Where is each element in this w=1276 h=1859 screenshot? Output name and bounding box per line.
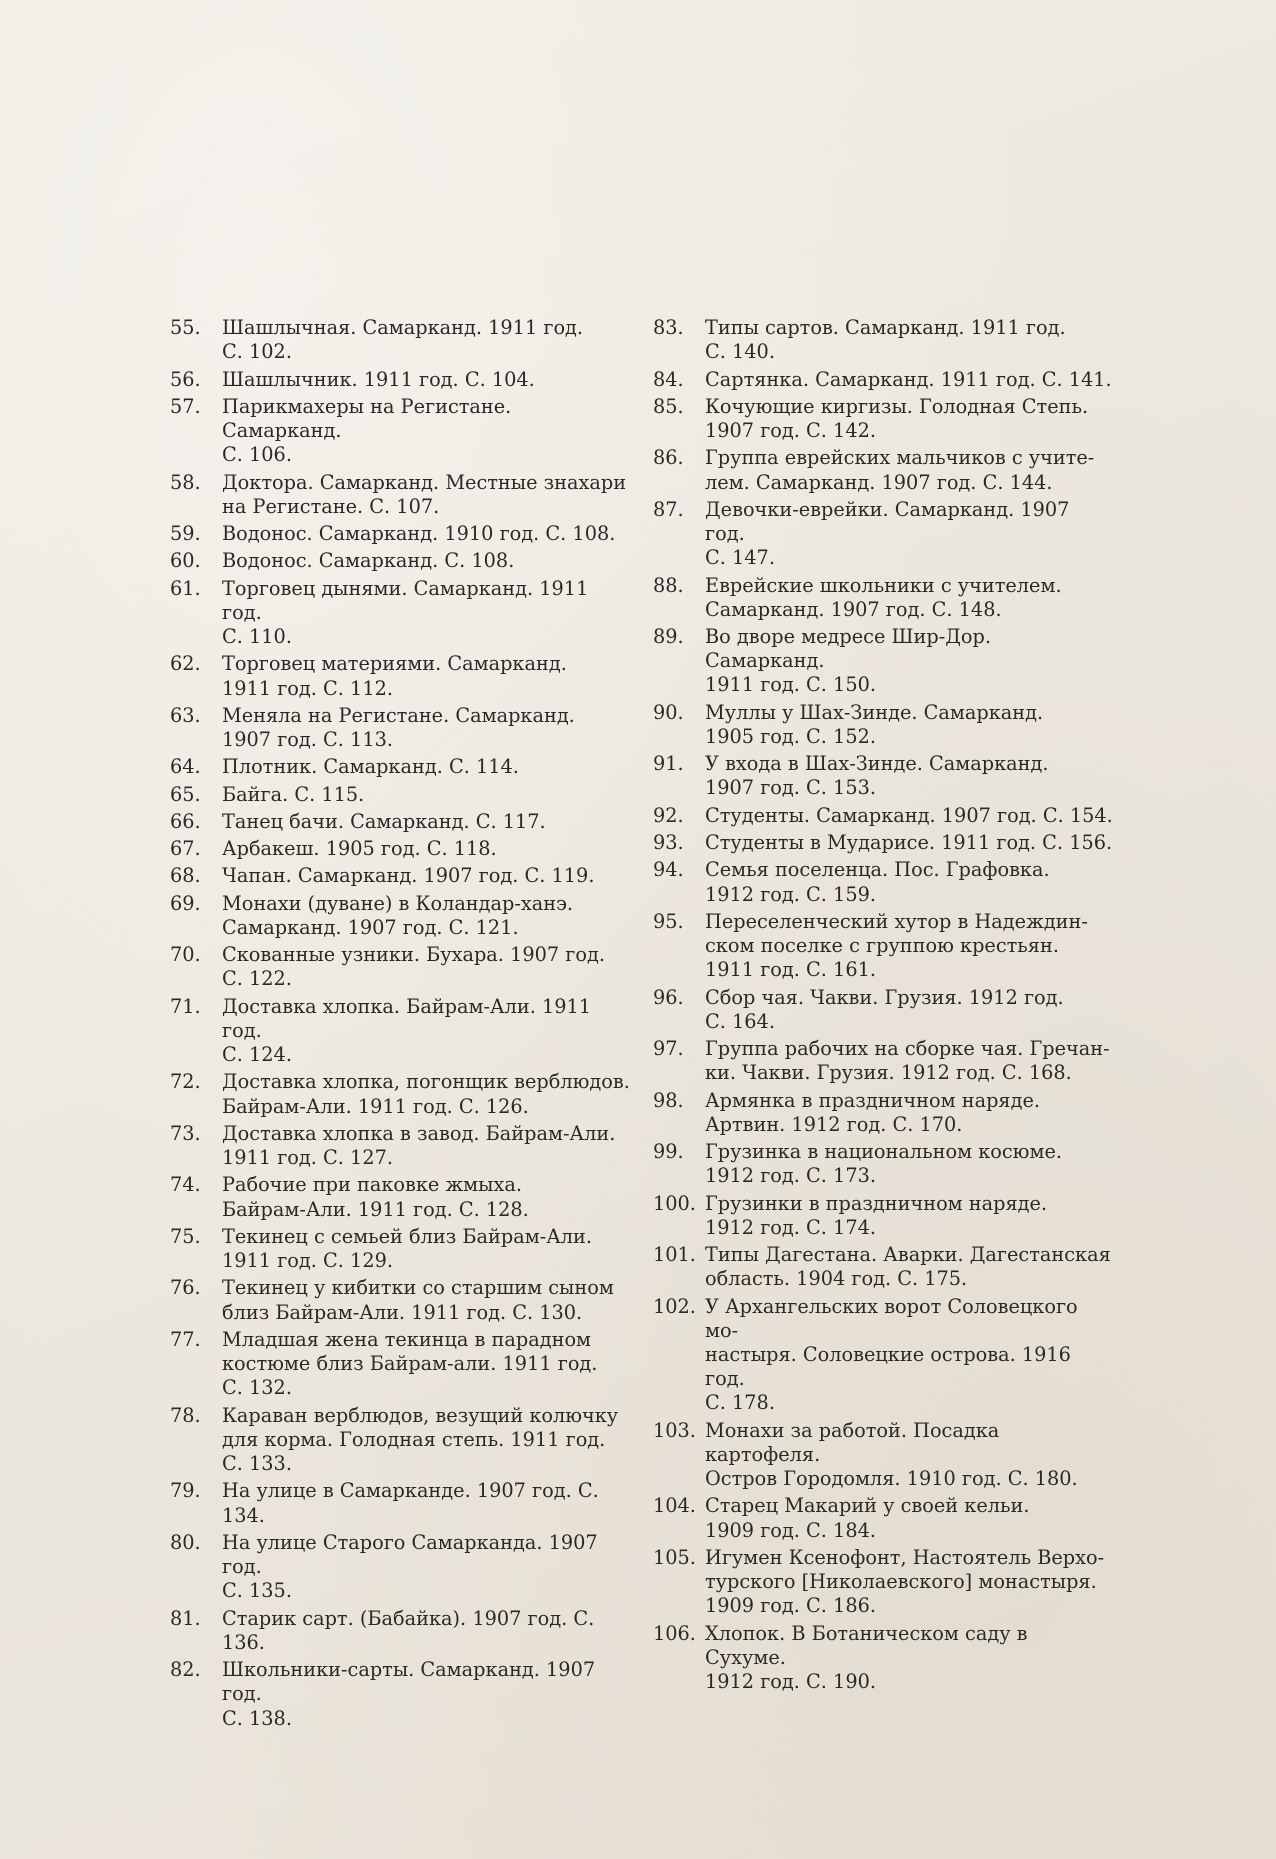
entry-number: 98. (653, 1088, 684, 1112)
entry-number: 74. (170, 1173, 201, 1197)
caption-line: Остров Городомля. 1910 год. С. 180. (705, 1467, 1078, 1491)
caption-line: Старик сарт. (Бабайка). 1907 год. С. 136. (222, 1606, 595, 1654)
entry-caption (222, 1658, 630, 1731)
entry-number: 68. (170, 864, 201, 888)
entry-caption (705, 1089, 1113, 1137)
entry-caption (222, 1328, 630, 1401)
entry-number: 78. (170, 1403, 201, 1427)
caption-line: Танец бачи. Самарканд. С. 117. (222, 809, 546, 833)
caption-line: 1907 год. С. 113. (222, 728, 393, 751)
caption-line: Рабочие при паковке жмыха. (222, 1173, 523, 1197)
list-item (170, 1404, 630, 1477)
entry-caption (705, 986, 1113, 1034)
list-item (653, 858, 1113, 906)
entry-caption (222, 892, 630, 940)
entry-number: 102. (653, 1294, 696, 1318)
caption-line: Артвин. 1912 год. С. 170. (705, 1112, 963, 1136)
caption-line: 1909 год. С. 184. (705, 1518, 876, 1542)
entry-number: 103. (653, 1418, 696, 1442)
caption-line: Переселенческий хутор в Надеждин- (705, 909, 1088, 933)
caption-line: Байрам-Али. 1911 год. С. 128. (222, 1197, 529, 1221)
list-item (170, 1479, 630, 1527)
list-item (653, 910, 1113, 983)
entry-caption (705, 1037, 1113, 1085)
entry-number: 94. (653, 858, 684, 882)
entry-caption (222, 1607, 630, 1655)
entry-caption (705, 1419, 1113, 1492)
caption-line: Школьники-сарты. Самарканд. 1907 год. (222, 1658, 596, 1706)
caption-line: Парикмахеры на Регистане. Самарканд. (222, 394, 512, 442)
entry-caption (705, 804, 1113, 828)
list-item (653, 1192, 1113, 1240)
caption-line: Грузинки в праздничном наряде. (705, 1191, 1048, 1215)
caption-line: турского [Николаевского] монастыря. (705, 1570, 1097, 1594)
caption-line: С. 135. (222, 1579, 292, 1603)
list-item (653, 1243, 1113, 1291)
caption-line: Текинец с семьей близ Байрам-Али. (222, 1224, 593, 1248)
caption-line: Меняла на Регистане. Самарканд. (222, 703, 575, 727)
list-item (170, 1276, 630, 1324)
caption-line: С. 102. (222, 340, 292, 364)
caption-line: Еврейские школьники с учителем. (705, 573, 1062, 597)
caption-line: На улице Старого Самарканда. 1907 год. (222, 1530, 598, 1579)
list-item (170, 316, 630, 364)
entry-number: 61. (170, 576, 201, 600)
caption-line: 1907 год. С. 142. (705, 419, 876, 442)
entry-caption (222, 316, 630, 364)
caption-line: 1911 год. С. 161. (705, 958, 876, 982)
list-item (653, 395, 1113, 443)
entry-number: 80. (170, 1530, 201, 1554)
caption-line: Доставка хлопка, погонщик верблюдов. (222, 1070, 630, 1094)
caption-line: Группа еврейских мальчиков с учите- (705, 446, 1095, 470)
list-item (170, 652, 630, 700)
list-item (653, 574, 1113, 622)
entry-caption (705, 1494, 1113, 1542)
list-item (653, 1089, 1113, 1137)
caption-line: 1912 год. С. 173. (705, 1164, 876, 1188)
caption-line: Доставка хлопка. Байрам-Али. 1911 год. (222, 994, 592, 1042)
caption-line: настыря. Соловецкие острова. 1916 год. (705, 1342, 1071, 1391)
entry-caption (222, 1479, 630, 1527)
caption-line: Студенты в Мударисе. 1911 год. С. 156. (705, 831, 1113, 854)
entry-number: 73. (170, 1121, 201, 1145)
caption-line: Плотник. Самарканд. С. 114. (222, 755, 519, 779)
caption-line: ки. Чакви. Грузия. 1912 год. С. 168. (705, 1061, 1072, 1085)
caption-line: С. 147. (705, 546, 775, 570)
entry-number: 69. (170, 891, 201, 915)
list-item (170, 577, 630, 650)
caption-line: Младшая жена текинца в парадном (222, 1327, 592, 1351)
entry-number: 79. (170, 1479, 201, 1503)
entry-number: 72. (170, 1070, 201, 1094)
entry-number: 87. (653, 497, 684, 521)
list-item (653, 1295, 1113, 1416)
list-item (170, 892, 630, 940)
caption-line: 1911 год. С. 129. (222, 1249, 393, 1273)
caption-line: На улице в Самарканде. 1907 год. С. 134. (222, 1479, 599, 1527)
entry-number: 65. (170, 782, 201, 806)
caption-line: Доктора. Самарканд. Местные знахари (222, 470, 627, 494)
entry-caption (705, 701, 1113, 749)
entry-number: 59. (170, 522, 201, 545)
caption-line: С. 178. (705, 1391, 775, 1415)
list-item (170, 995, 630, 1068)
caption-line: лем. Самарканд. 1907 год. С. 144. (705, 470, 1053, 494)
list-item (653, 446, 1113, 494)
caption-line: Кочующие киргизы. Голодная Степь. (705, 394, 1089, 418)
caption-line: Торговец материями. Самарканд. (222, 652, 567, 676)
caption-line: Игумен Ксенофонт, Настоятель Верхо- (705, 1545, 1105, 1569)
caption-line: область. 1904 год. С. 175. (705, 1267, 968, 1291)
entry-number: 95. (653, 909, 684, 933)
entry-number: 90. (653, 700, 684, 724)
list-item (653, 804, 1113, 828)
entry-caption (222, 395, 630, 468)
entry-caption (222, 549, 630, 573)
list-item (170, 1173, 630, 1221)
caption-line: С. 122. (222, 967, 292, 991)
caption-line: 1912 год. С. 159. (705, 882, 876, 906)
list-item (653, 752, 1113, 800)
caption-line: Самарканд. 1907 год. С. 148. (705, 597, 1002, 621)
caption-line: близ Байрам-Али. 1911 год. С. 130. (222, 1300, 583, 1324)
caption-line: Доставка хлопка в завод. Байрам-Али. (222, 1121, 616, 1145)
entry-caption (222, 1225, 630, 1273)
caption-line: костюме близ Байрам-али. 1911 год. (222, 1352, 598, 1376)
entry-number: 70. (170, 943, 201, 967)
entry-number: 91. (653, 752, 684, 776)
caption-line: Торговец дынями. Самарканд. 1911 год. (222, 576, 589, 624)
entry-number: 71. (170, 994, 201, 1018)
list-item (170, 837, 630, 861)
caption-line: Типы сартов. Самарканд. 1911 год. (705, 316, 1066, 339)
entry-number: 67. (170, 837, 201, 861)
list-item (170, 1658, 630, 1731)
entry-number: 66. (170, 809, 201, 833)
caption-line: Семья поселенца. Пос. Графовка. (705, 858, 1050, 882)
caption-line: Типы Дагестана. Аварки. Дагестанская (705, 1243, 1111, 1266)
right-column (653, 316, 1113, 1697)
entry-number: 89. (653, 625, 684, 648)
entry-caption (705, 1243, 1113, 1291)
caption-line: Водонос. Самарканд. 1910 год. С. 108. (222, 522, 616, 545)
list-item (170, 943, 630, 991)
list-item (170, 395, 630, 468)
caption-line: Текинец у кибитки со старшим сыном (222, 1276, 614, 1300)
caption-line: Шашлычник. 1911 год. С. 104. (222, 367, 535, 391)
caption-line: Студенты. Самарканд. 1907 год. С. 154. (705, 803, 1113, 827)
entry-number: 83. (653, 316, 684, 339)
caption-line: Армянка в праздничном наряде. (705, 1088, 1040, 1112)
entry-number: 57. (170, 394, 201, 418)
entry-number: 100. (653, 1191, 696, 1215)
entry-number: 75. (170, 1224, 201, 1248)
caption-line: Скованные узники. Бухара. 1907 год. (222, 943, 605, 967)
list-item (170, 1328, 630, 1401)
entry-caption (222, 755, 630, 779)
caption-line: Грузинка в национальном косюме. (705, 1140, 1062, 1163)
entry-caption (705, 858, 1113, 906)
entry-number: 86. (653, 446, 684, 470)
caption-line: Чапан. Самарканд. 1907 год. С. 119. (222, 864, 595, 888)
entry-number: 105. (653, 1545, 696, 1569)
entry-caption (222, 837, 630, 861)
list-item (170, 549, 630, 573)
caption-line: для корма. Голодная степь. 1911 год. (222, 1427, 606, 1451)
caption-line: Водонос. Самарканд. С. 108. (222, 549, 515, 573)
caption-line: 1911 год. С. 150. (705, 673, 876, 697)
entry-caption (705, 1192, 1113, 1240)
entry-caption (705, 368, 1113, 392)
entry-number: 60. (170, 549, 201, 573)
list-item (653, 1622, 1113, 1695)
entry-number: 76. (170, 1276, 201, 1300)
entry-number: 85. (653, 394, 684, 418)
entry-number: 93. (653, 831, 684, 854)
list-item (653, 701, 1113, 749)
entry-caption (705, 831, 1113, 855)
list-item (653, 1546, 1113, 1619)
list-item (653, 831, 1113, 855)
caption-line: 1911 год. С. 127. (222, 1146, 393, 1170)
entry-caption (222, 1404, 630, 1477)
entry-caption (222, 368, 630, 392)
entry-number: 99. (653, 1140, 684, 1163)
entry-number: 63. (170, 703, 201, 727)
entry-caption (222, 1122, 630, 1170)
entry-caption (222, 704, 630, 752)
caption-line: 1911 год. С. 112. (222, 676, 393, 700)
entry-caption (222, 1276, 630, 1324)
list-item (170, 783, 630, 807)
list-item (170, 368, 630, 392)
list-item (170, 1225, 630, 1273)
entry-caption (222, 522, 630, 546)
caption-line: на Регистане. С. 107. (222, 494, 440, 518)
caption-line: Самарканд. 1907 год. С. 121. (222, 915, 519, 939)
caption-line: С. 140. (705, 340, 775, 364)
entry-caption (705, 574, 1113, 622)
caption-line: 1912 год. С. 174. (705, 1215, 876, 1239)
list-item (170, 810, 630, 834)
caption-line: У входа в Шах-Зинде. Самарканд. (705, 752, 1049, 776)
entry-caption (222, 577, 630, 650)
left-column (170, 316, 630, 1734)
entry-number: 97. (653, 1037, 684, 1060)
list-item (170, 755, 630, 779)
entry-number: 101. (653, 1243, 696, 1266)
entry-number: 104. (653, 1494, 696, 1518)
entry-caption (222, 810, 630, 834)
caption-line: Хлопок. В Ботаническом саду в Сухуме. (705, 1621, 1028, 1669)
list-item (653, 498, 1113, 571)
caption-line: Арбакеш. 1905 год. С. 118. (222, 837, 497, 861)
entry-caption (705, 1546, 1113, 1619)
entry-caption (222, 652, 630, 700)
list-item (653, 368, 1113, 392)
caption-line: 1905 год. С. 152. (705, 724, 876, 748)
list-item (170, 1531, 630, 1604)
entry-caption (222, 1173, 630, 1221)
entry-caption (705, 1295, 1113, 1416)
entry-caption (705, 446, 1113, 494)
list-item (170, 704, 630, 752)
caption-line: Монахи (дуване) в Коландар-ханэ. (222, 891, 574, 915)
list-item (653, 1037, 1113, 1085)
entry-caption (222, 943, 630, 991)
caption-line: Караван верблюдов, везущий колючку (222, 1403, 619, 1427)
caption-line: С. 124. (222, 1043, 292, 1067)
caption-line: Монахи за работой. Посадка картофеля. (705, 1418, 1000, 1466)
caption-line: ском поселке с группою крестьян. (705, 934, 1059, 957)
entry-caption (705, 316, 1113, 364)
entry-caption (705, 498, 1113, 571)
entry-number: 96. (653, 985, 684, 1009)
entry-caption (705, 910, 1113, 983)
entry-number: 58. (170, 470, 201, 494)
list-item (653, 316, 1113, 364)
entry-number: 88. (653, 573, 684, 597)
entry-caption (705, 752, 1113, 800)
entry-caption (222, 783, 630, 807)
entry-caption (705, 395, 1113, 443)
entry-caption (705, 1622, 1113, 1695)
entry-number: 106. (653, 1621, 696, 1645)
entry-number: 81. (170, 1606, 201, 1630)
caption-line: 1909 год. С. 186. (705, 1594, 876, 1618)
list-item (653, 1419, 1113, 1492)
entry-caption (222, 1531, 630, 1604)
caption-line: С. 138. (222, 1706, 292, 1730)
caption-line: Байга. С. 115. (222, 782, 365, 806)
list-item (653, 1140, 1113, 1188)
caption-line: 1912 год. С. 190. (705, 1669, 876, 1693)
entry-caption (222, 995, 630, 1068)
caption-line: 1907 год. С. 153. (705, 776, 876, 800)
entry-caption (222, 1070, 630, 1118)
entry-number: 92. (653, 803, 684, 827)
caption-line: Байрам-Али. 1911 год. С. 126. (222, 1094, 529, 1118)
entry-number: 77. (170, 1327, 201, 1351)
entry-number: 82. (170, 1658, 201, 1682)
list-item (170, 522, 630, 546)
entry-caption (705, 625, 1113, 698)
caption-line: Сбор чая. Чакви. Грузия. 1912 год. (705, 985, 1064, 1009)
entry-number: 56. (170, 367, 201, 391)
caption-line: Муллы у Шах-Зинде. Самарканд. (705, 700, 1044, 724)
list-item (170, 1122, 630, 1170)
caption-line: Группа рабочих на сборке чая. Гречан- (705, 1037, 1110, 1060)
entry-number: 64. (170, 755, 201, 779)
caption-line: Во дворе медресе Шир-Дор. Самарканд. (705, 625, 991, 673)
entry-number: 84. (653, 367, 684, 391)
caption-line: С. 132. (222, 1376, 292, 1400)
list-item (170, 1070, 630, 1118)
caption-line: С. 164. (705, 1009, 775, 1033)
list-item (653, 625, 1113, 698)
list-item (170, 471, 630, 519)
caption-line: Девочки-еврейки. Самарканд. 1907 год. (705, 497, 1070, 545)
entry-caption (705, 1140, 1113, 1188)
list-item (653, 1494, 1113, 1542)
caption-line: С. 133. (222, 1452, 292, 1476)
entry-number: 55. (170, 316, 201, 339)
entry-number: 62. (170, 652, 201, 676)
caption-line: У Архангельских ворот Соловецкого мо- (705, 1294, 1078, 1342)
entry-caption (222, 864, 630, 888)
list-item (653, 986, 1113, 1034)
entry-caption (222, 471, 630, 519)
caption-line: Сартянка. Самарканд. 1911 год. С. 141. (705, 367, 1112, 391)
list-item (170, 864, 630, 888)
caption-line: С. 106. (222, 443, 292, 467)
list-item (170, 1607, 630, 1655)
caption-line: С. 110. (222, 625, 292, 648)
caption-line: Старец Макарий у своей кельи. (705, 1494, 1030, 1518)
caption-line: Шашлычная. Самарканд. 1911 год. (222, 316, 584, 339)
